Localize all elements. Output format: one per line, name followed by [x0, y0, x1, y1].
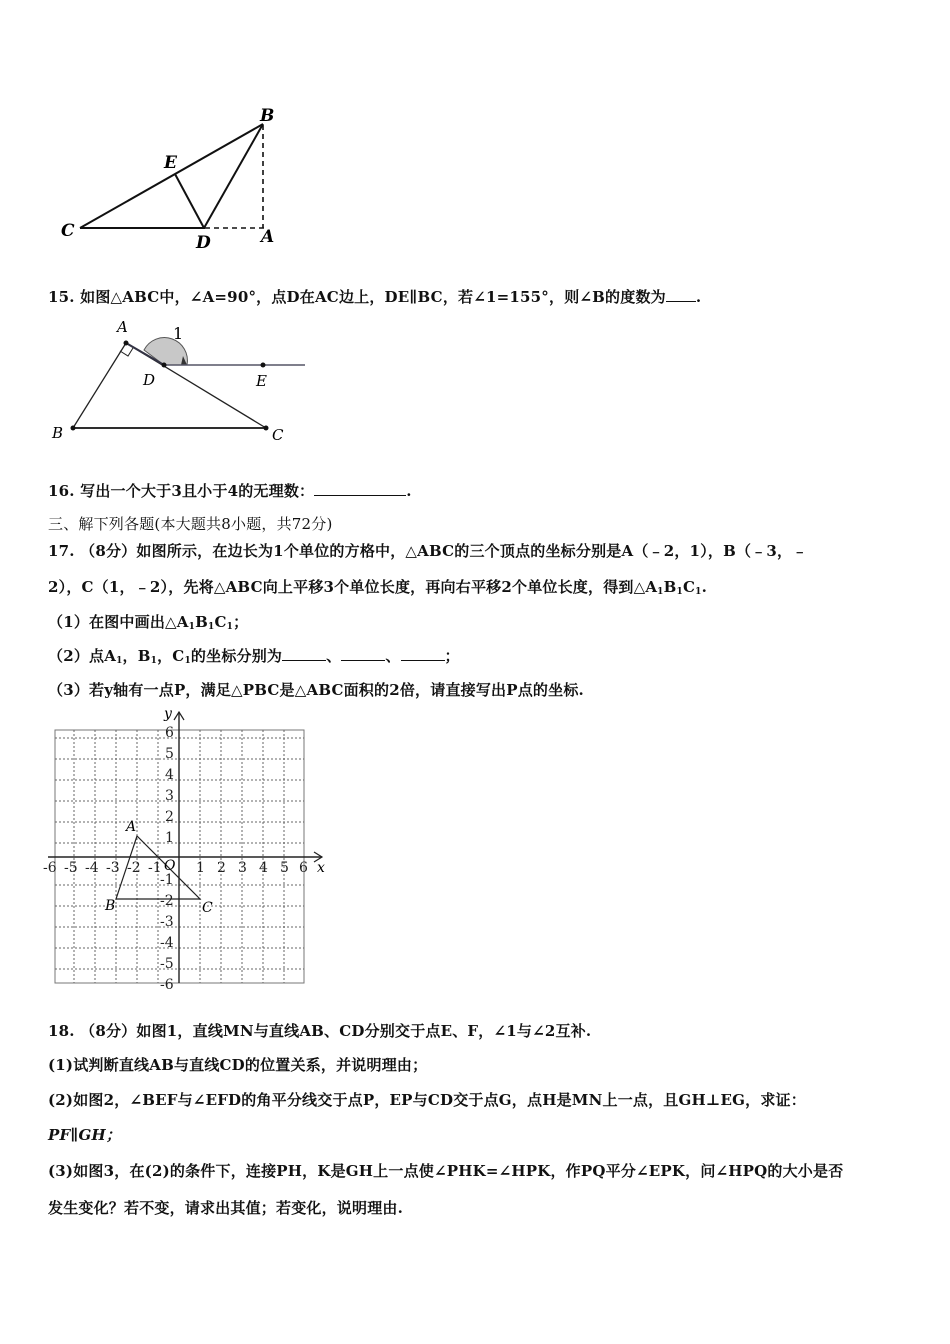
- question-number: 16.: [48, 482, 75, 500]
- label-A: A: [126, 819, 137, 835]
- label-C: C: [61, 221, 75, 241]
- y-tick: 1: [165, 830, 174, 846]
- label-C: C: [272, 426, 284, 444]
- answer-blank-C1[interactable]: [401, 646, 445, 661]
- x-tick: 1: [196, 860, 205, 876]
- label-D: D: [143, 371, 156, 389]
- y-tick: -6: [160, 977, 174, 993]
- question-18-part3-line2: 发生变化？若不变，请求出其值；若变化，说明理由.: [48, 1199, 404, 1217]
- y-tick: -5: [160, 956, 174, 972]
- figure-q15-triangle: [40, 310, 320, 450]
- label-B: B: [105, 898, 116, 914]
- x-tick: -5: [64, 860, 78, 876]
- x-tick: 5: [280, 860, 289, 876]
- question-18-part1: (1)试判断直线AB与直线CD的位置关系，并说明理由；: [48, 1056, 428, 1074]
- question-number: 17.: [48, 542, 75, 560]
- x-tick: 6: [299, 860, 308, 876]
- y-tick: 2: [165, 809, 174, 825]
- question-17-part2: （2）点$A_1$，$B_1$，$C_1$的坐标分别为 、 、 ；: [48, 647, 460, 666]
- x-tick: 2: [217, 860, 226, 876]
- answer-blank[interactable]: [314, 481, 406, 496]
- y-tick: -1: [160, 872, 174, 888]
- x-tick: -6: [43, 860, 57, 876]
- x-tick: 4: [259, 860, 268, 876]
- coordinate-grid: [40, 700, 340, 995]
- y-tick: 6: [165, 725, 174, 741]
- question-17-line1: 17. （8分）如图所示，在边长为1个单位的方格中，△ABC的三个顶点的坐标分别是A（﹣2，1），B（﹣3，﹣: [48, 542, 808, 560]
- x-tick: -2: [127, 860, 141, 876]
- x-axis-label: x: [317, 860, 325, 876]
- question-text: 如图△ABC中，∠A=90°，点D在AC边上，DE∥BC，若∠1=155°，则∠B的度数为: [80, 288, 666, 306]
- label-B: B: [260, 106, 275, 126]
- question-16: 16. 写出一个大于3且小于4的无理数： .: [48, 482, 412, 500]
- question-17-line2: 2），C（1，﹣2），先将△ABC向上平移3个单位长度，再向右平移2个单位长度，得到$\triangle A_1B_1C_1$.: [48, 578, 708, 597]
- question-18-part2-line2: PF∥GH；: [48, 1126, 122, 1144]
- y-tick: -3: [160, 914, 174, 930]
- label-E: E: [256, 372, 267, 390]
- x-tick: -3: [106, 860, 120, 876]
- y-tick: -4: [160, 935, 174, 951]
- label-C: C: [202, 900, 213, 916]
- question-number: 15.: [48, 288, 75, 306]
- x-tick: -1: [148, 860, 162, 876]
- question-17-part3: （3）若y轴有一点P，满足△PBC是△ABC面积的2倍，请直接写出P点的坐标.: [48, 681, 584, 699]
- question-18-line1: 18. （8分）如图1，直线MN与直线AB、CD分别交于点E、F，∠1与∠2互补.: [48, 1022, 592, 1040]
- origin-label: O: [164, 858, 176, 874]
- x-tick: 3: [238, 860, 247, 876]
- question-15: 15. 如图△ABC中，∠A=90°，点D在AC边上，DE∥BC，若∠1=155°，则∠B的度数为 .: [48, 288, 702, 306]
- figure-q14-triangle: [50, 95, 300, 255]
- label-D: D: [196, 233, 211, 253]
- x-tick: -4: [85, 860, 99, 876]
- question-text: 写出一个大于3且小于4的无理数：: [80, 482, 315, 500]
- answer-blank-A1[interactable]: [282, 646, 326, 661]
- answer-blank-B1[interactable]: [341, 646, 385, 661]
- y-tick: 5: [165, 746, 174, 762]
- label-E: E: [164, 153, 177, 173]
- y-tick: -2: [160, 893, 174, 909]
- y-tick: 4: [165, 767, 174, 783]
- y-tick: 3: [165, 788, 174, 804]
- label-A: A: [117, 318, 128, 336]
- question-number: 18.: [48, 1022, 75, 1040]
- label-B: B: [52, 424, 64, 442]
- label-angle-1: 1: [173, 324, 184, 343]
- question-18-part2-line1: (2)如图2，∠BEF与∠EFD的角平分线交于点P，EP与CD交于点G，点H是MN上一点，且GH⊥EG，求证：: [48, 1091, 806, 1109]
- y-axis-label: y: [164, 706, 172, 722]
- question-18-part3-line1: (3)如图3，在(2)的条件下，连接PH，K是GH上一点使∠PHK=∠HPK，作PQ平分∠EPK，问∠HPQ的大小是否: [48, 1162, 844, 1180]
- question-17-part1: （1）在图中画出$\triangle A_1B_1C_1$；: [48, 613, 249, 632]
- section-heading: 三、解下列各题(本大题共8小题，共72分): [48, 515, 333, 533]
- answer-blank[interactable]: [666, 287, 696, 302]
- label-A: A: [261, 227, 275, 247]
